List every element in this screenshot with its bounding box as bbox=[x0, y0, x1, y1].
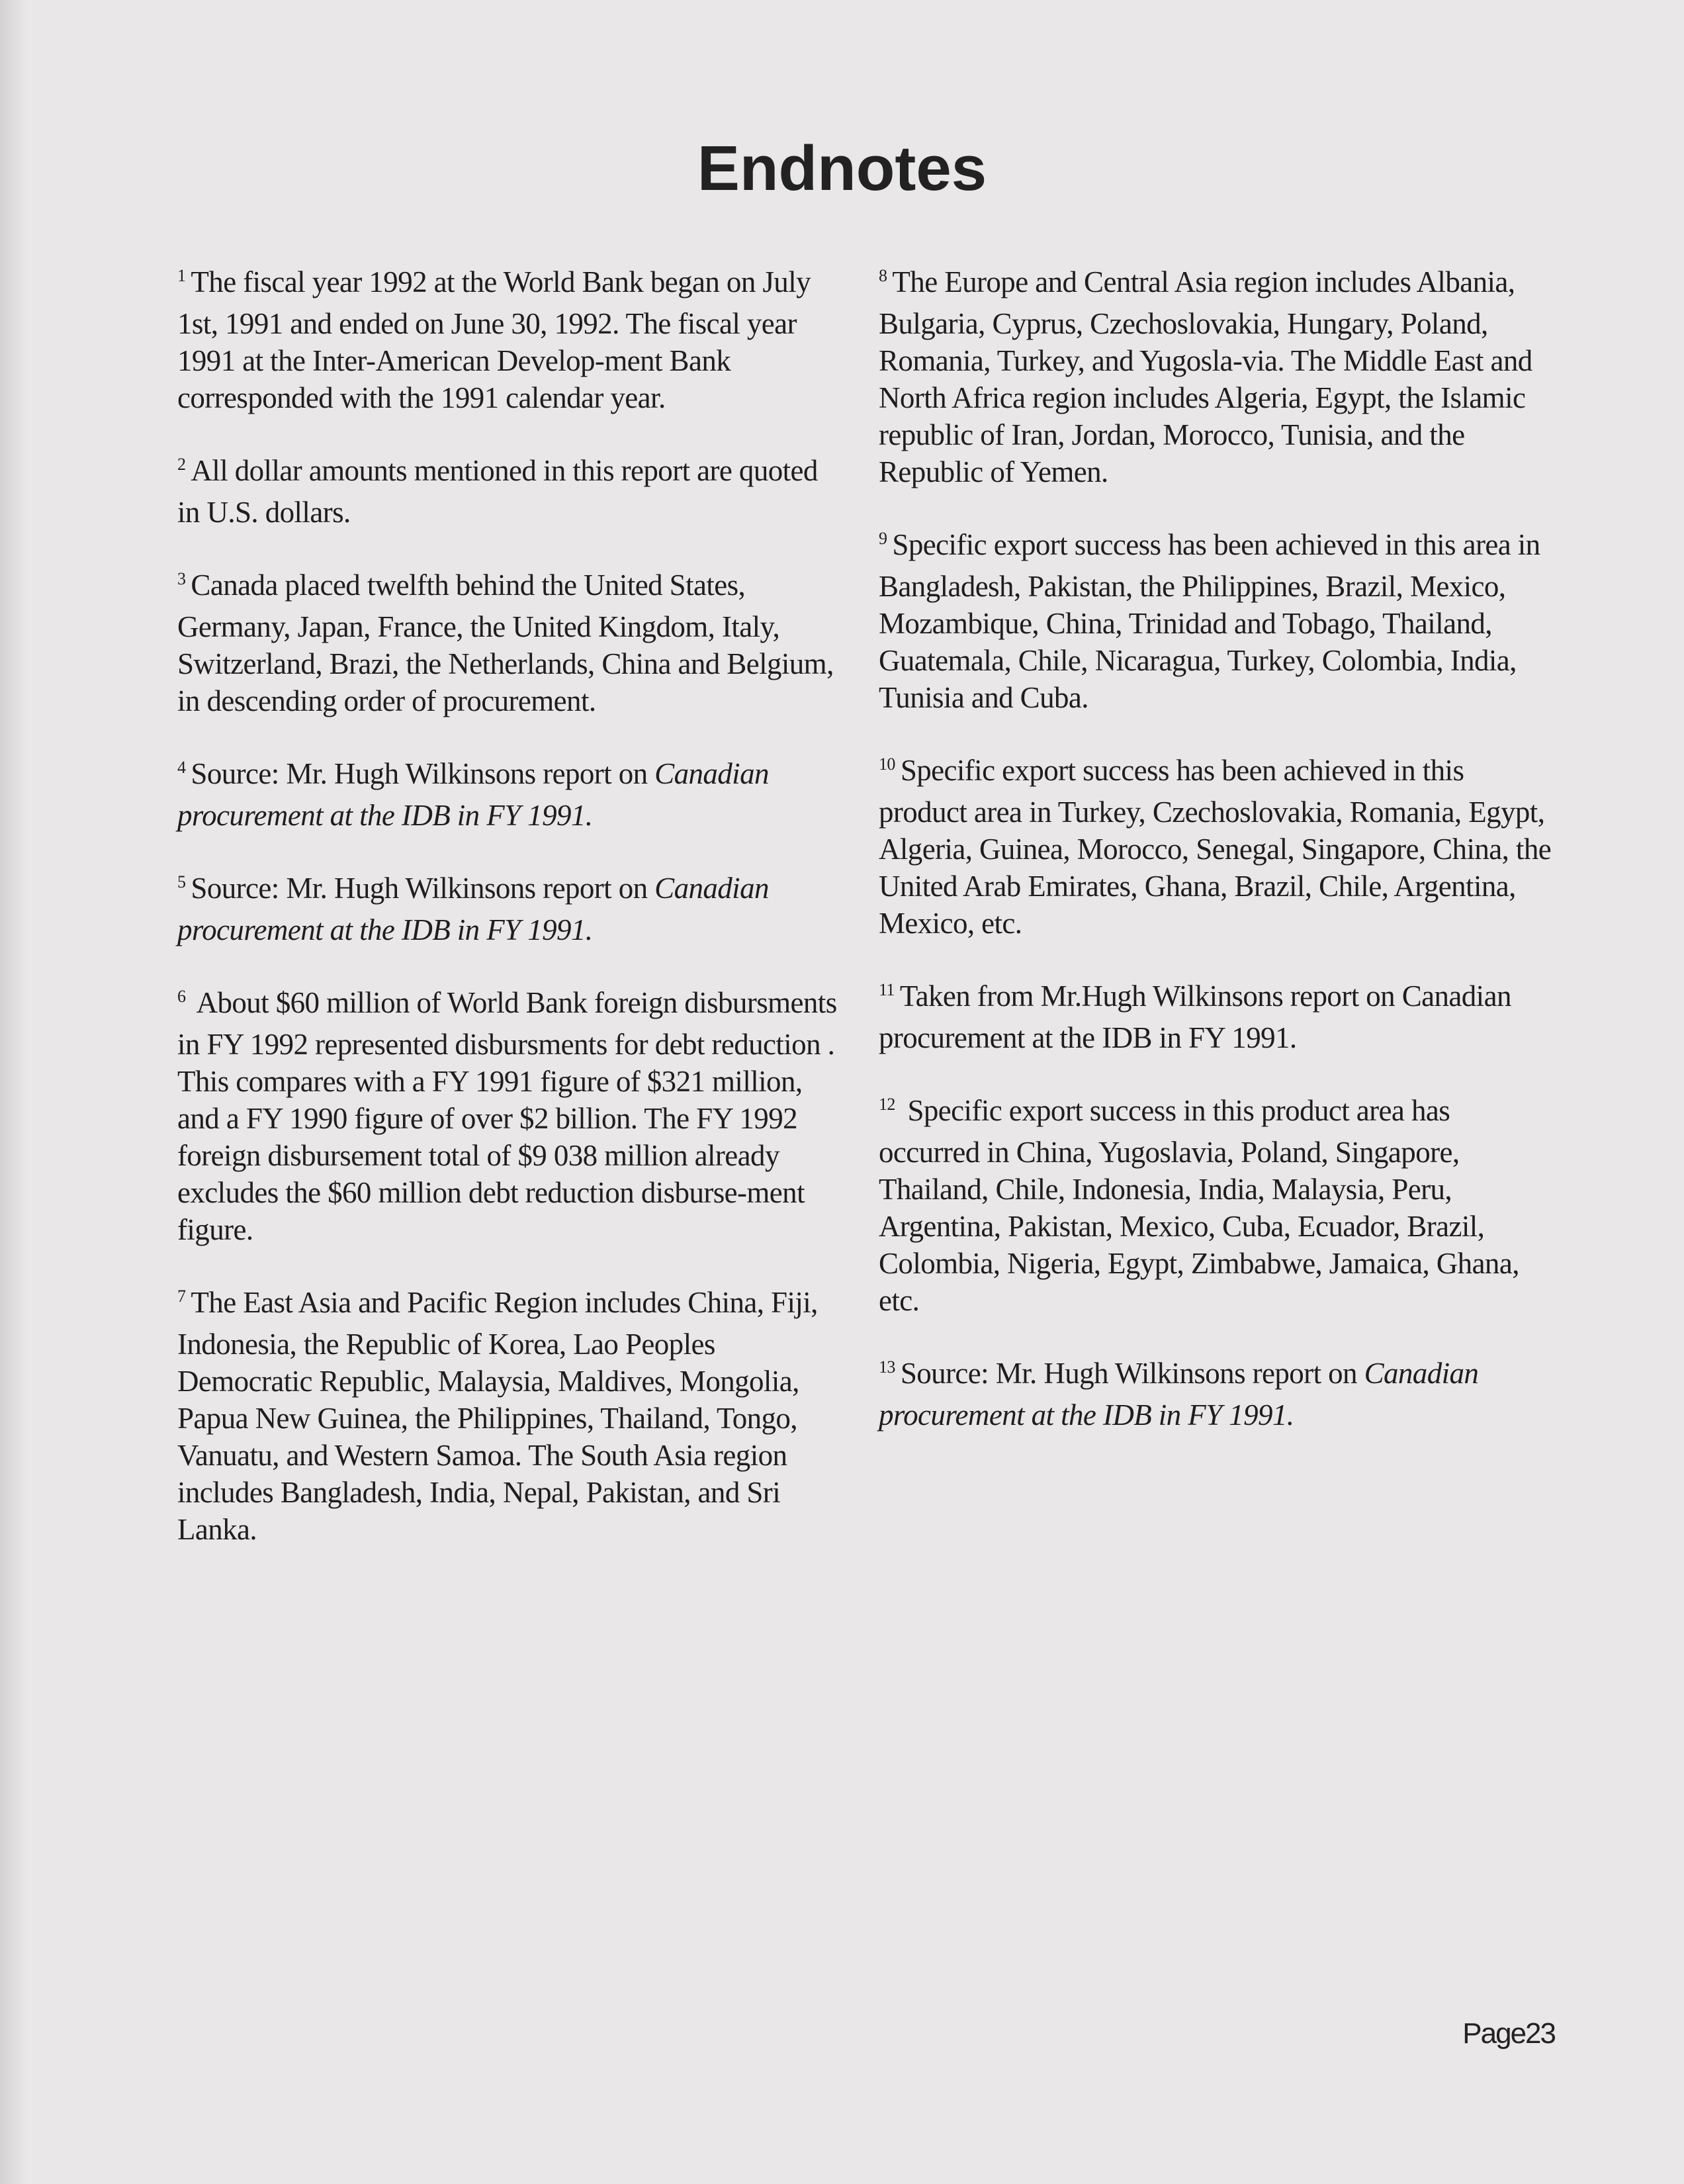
endnote-10 bbox=[879, 752, 1554, 942]
endnote-text: All dollar amounts mentioned in this report are quoted in U.S. dollars. bbox=[177, 454, 818, 529]
endnote-6 bbox=[177, 984, 839, 1248]
page-title: Endnotes bbox=[697, 133, 987, 204]
endnote-text: About $60 million of World Bank foreign disbursments in FY 1992 represented disbursments for debt reduction . This compares with a FY 1991 figure of $321 million, and a FY 1990 figure of over $2 billion. The FY 1992 foreign disbursement total of $9 038 million already excludes the $60 million debt reduction disburse-ment figure. bbox=[177, 986, 837, 1246]
endnote-text: The East Asia and Pacific Region includes China, Fiji, Indonesia, the Republic of Korea, Lao Peoples Democratic Republic, Malaysia, Maldives, Mongolia, Papua New Guinea, the Philippines, Thailand, Tongo, Vanuatu, and Western Samoa. The South Asia region includes Bangladesh, India, Nepal, Pakistan, and Sri Lanka. bbox=[177, 1286, 818, 1546]
endnote-13 bbox=[879, 1355, 1554, 1433]
endnote-number: 9 bbox=[879, 529, 887, 548]
endnote-3 bbox=[177, 567, 839, 719]
endnote-italic-title: Canadian procurement at the IDB in FY 1991. bbox=[177, 872, 769, 946]
endnote-text: The Europe and Central Asia region includes Albania, Bulgaria, Cyprus, Czechoslovakia, Hungary, Poland, Romania, Turkey, and Yugosla-via. The Middle East and North Africa region includes Algeria, Egypt, the Islamic republic of Iran, Jordan, Morocco, Tunisia, and the Republic of Yemen. bbox=[879, 265, 1532, 488]
endnote-12 bbox=[879, 1092, 1554, 1319]
endnote-text: Source: Mr. Hugh Wilkinsons report on bbox=[191, 757, 655, 790]
endnote-italic-title: Canadian procurement at the IDB in FY 1991. bbox=[879, 1357, 1479, 1432]
endnote-number: 13 bbox=[879, 1357, 895, 1377]
endnote-2 bbox=[177, 452, 839, 531]
endnote-1 bbox=[177, 263, 839, 416]
endnote-4 bbox=[177, 755, 839, 834]
endnote-text: Source: Mr. Hugh Wilkinsons report on bbox=[191, 872, 655, 905]
endnote-number: 12 bbox=[879, 1095, 895, 1114]
endnote-9 bbox=[879, 526, 1554, 716]
endnote-text: Specific export success has been achieved in this area in Bangladesh, Pakistan, the Philippines, Brazil, Mexico, Mozambique, China, Trinidad and Tobago, Thailand, Guatemala, Chile, Nicaragua, Turkey, Colombia, India, Tunisia and Cuba. bbox=[879, 528, 1540, 714]
endnote-italic-title: Canadian procurement at the IDB in FY 1991. bbox=[177, 757, 769, 832]
endnote-number: 11 bbox=[879, 980, 895, 999]
endnote-number: 3 bbox=[177, 569, 186, 588]
endnote-number: 1 bbox=[177, 266, 186, 285]
endnote-text: Taken from Mr.Hugh Wilkinsons report on Canadian procurement at the IDB in FY 1991. bbox=[879, 979, 1511, 1054]
endnote-text: Specific export success in this product area has occurred in China, Yugoslavia, Poland, Singapore, Thailand, Chile, Indonesia, India, Malaysia, Peru, Argentina, Pakistan, Mexico, Cuba, Ecuador, Brazil, Colombia, Nigeria, Egypt, Zimbabwe, Jamaica, Ghana, etc. bbox=[879, 1094, 1519, 1317]
endnote-text: Source: Mr. Hugh Wilkinsons report on bbox=[900, 1357, 1364, 1390]
endnote-text: The fiscal year 1992 at the World Bank began on July 1st, 1991 and ended on June 30, 1992. The fiscal year 1991 at the Inter-American Develop-ment Bank corresponded with the 1991 calendar year. bbox=[177, 265, 811, 414]
endnote-8 bbox=[879, 263, 1554, 490]
endnote-number: 8 bbox=[879, 266, 887, 285]
endnote-number: 6 bbox=[177, 987, 186, 1006]
endnote-5 bbox=[177, 870, 839, 948]
endnote-number: 7 bbox=[177, 1287, 186, 1306]
endnote-number: 5 bbox=[177, 872, 186, 891]
endnotes-right-column bbox=[879, 263, 1554, 1469]
endnote-text: Specific export success has been achieved in this product area in Turkey, Czechoslovakia, Romania, Egypt, Algeria, Guinea, Morocco, Senegal, Singapore, China, the United Arab Emirates, Ghana, Brazil, Chile, Argentina, Mexico, etc. bbox=[879, 754, 1552, 940]
endnote-11 bbox=[879, 978, 1554, 1056]
endnote-7 bbox=[177, 1284, 839, 1548]
endnote-text: Canada placed twelfth behind the United States, Germany, Japan, France, the United Kingdom, Italy, Switzerland, Brazi, the Netherlands, China and Belgium, in descending order of procurement. bbox=[177, 569, 834, 717]
endnote-number: 2 bbox=[177, 455, 186, 474]
endnote-number: 4 bbox=[177, 758, 186, 777]
endnote-number: 10 bbox=[879, 754, 895, 774]
endnotes-left-column bbox=[177, 263, 839, 1584]
page-number: Page23 bbox=[1462, 2017, 1555, 2050]
page-edge-shadow bbox=[0, 0, 26, 2184]
